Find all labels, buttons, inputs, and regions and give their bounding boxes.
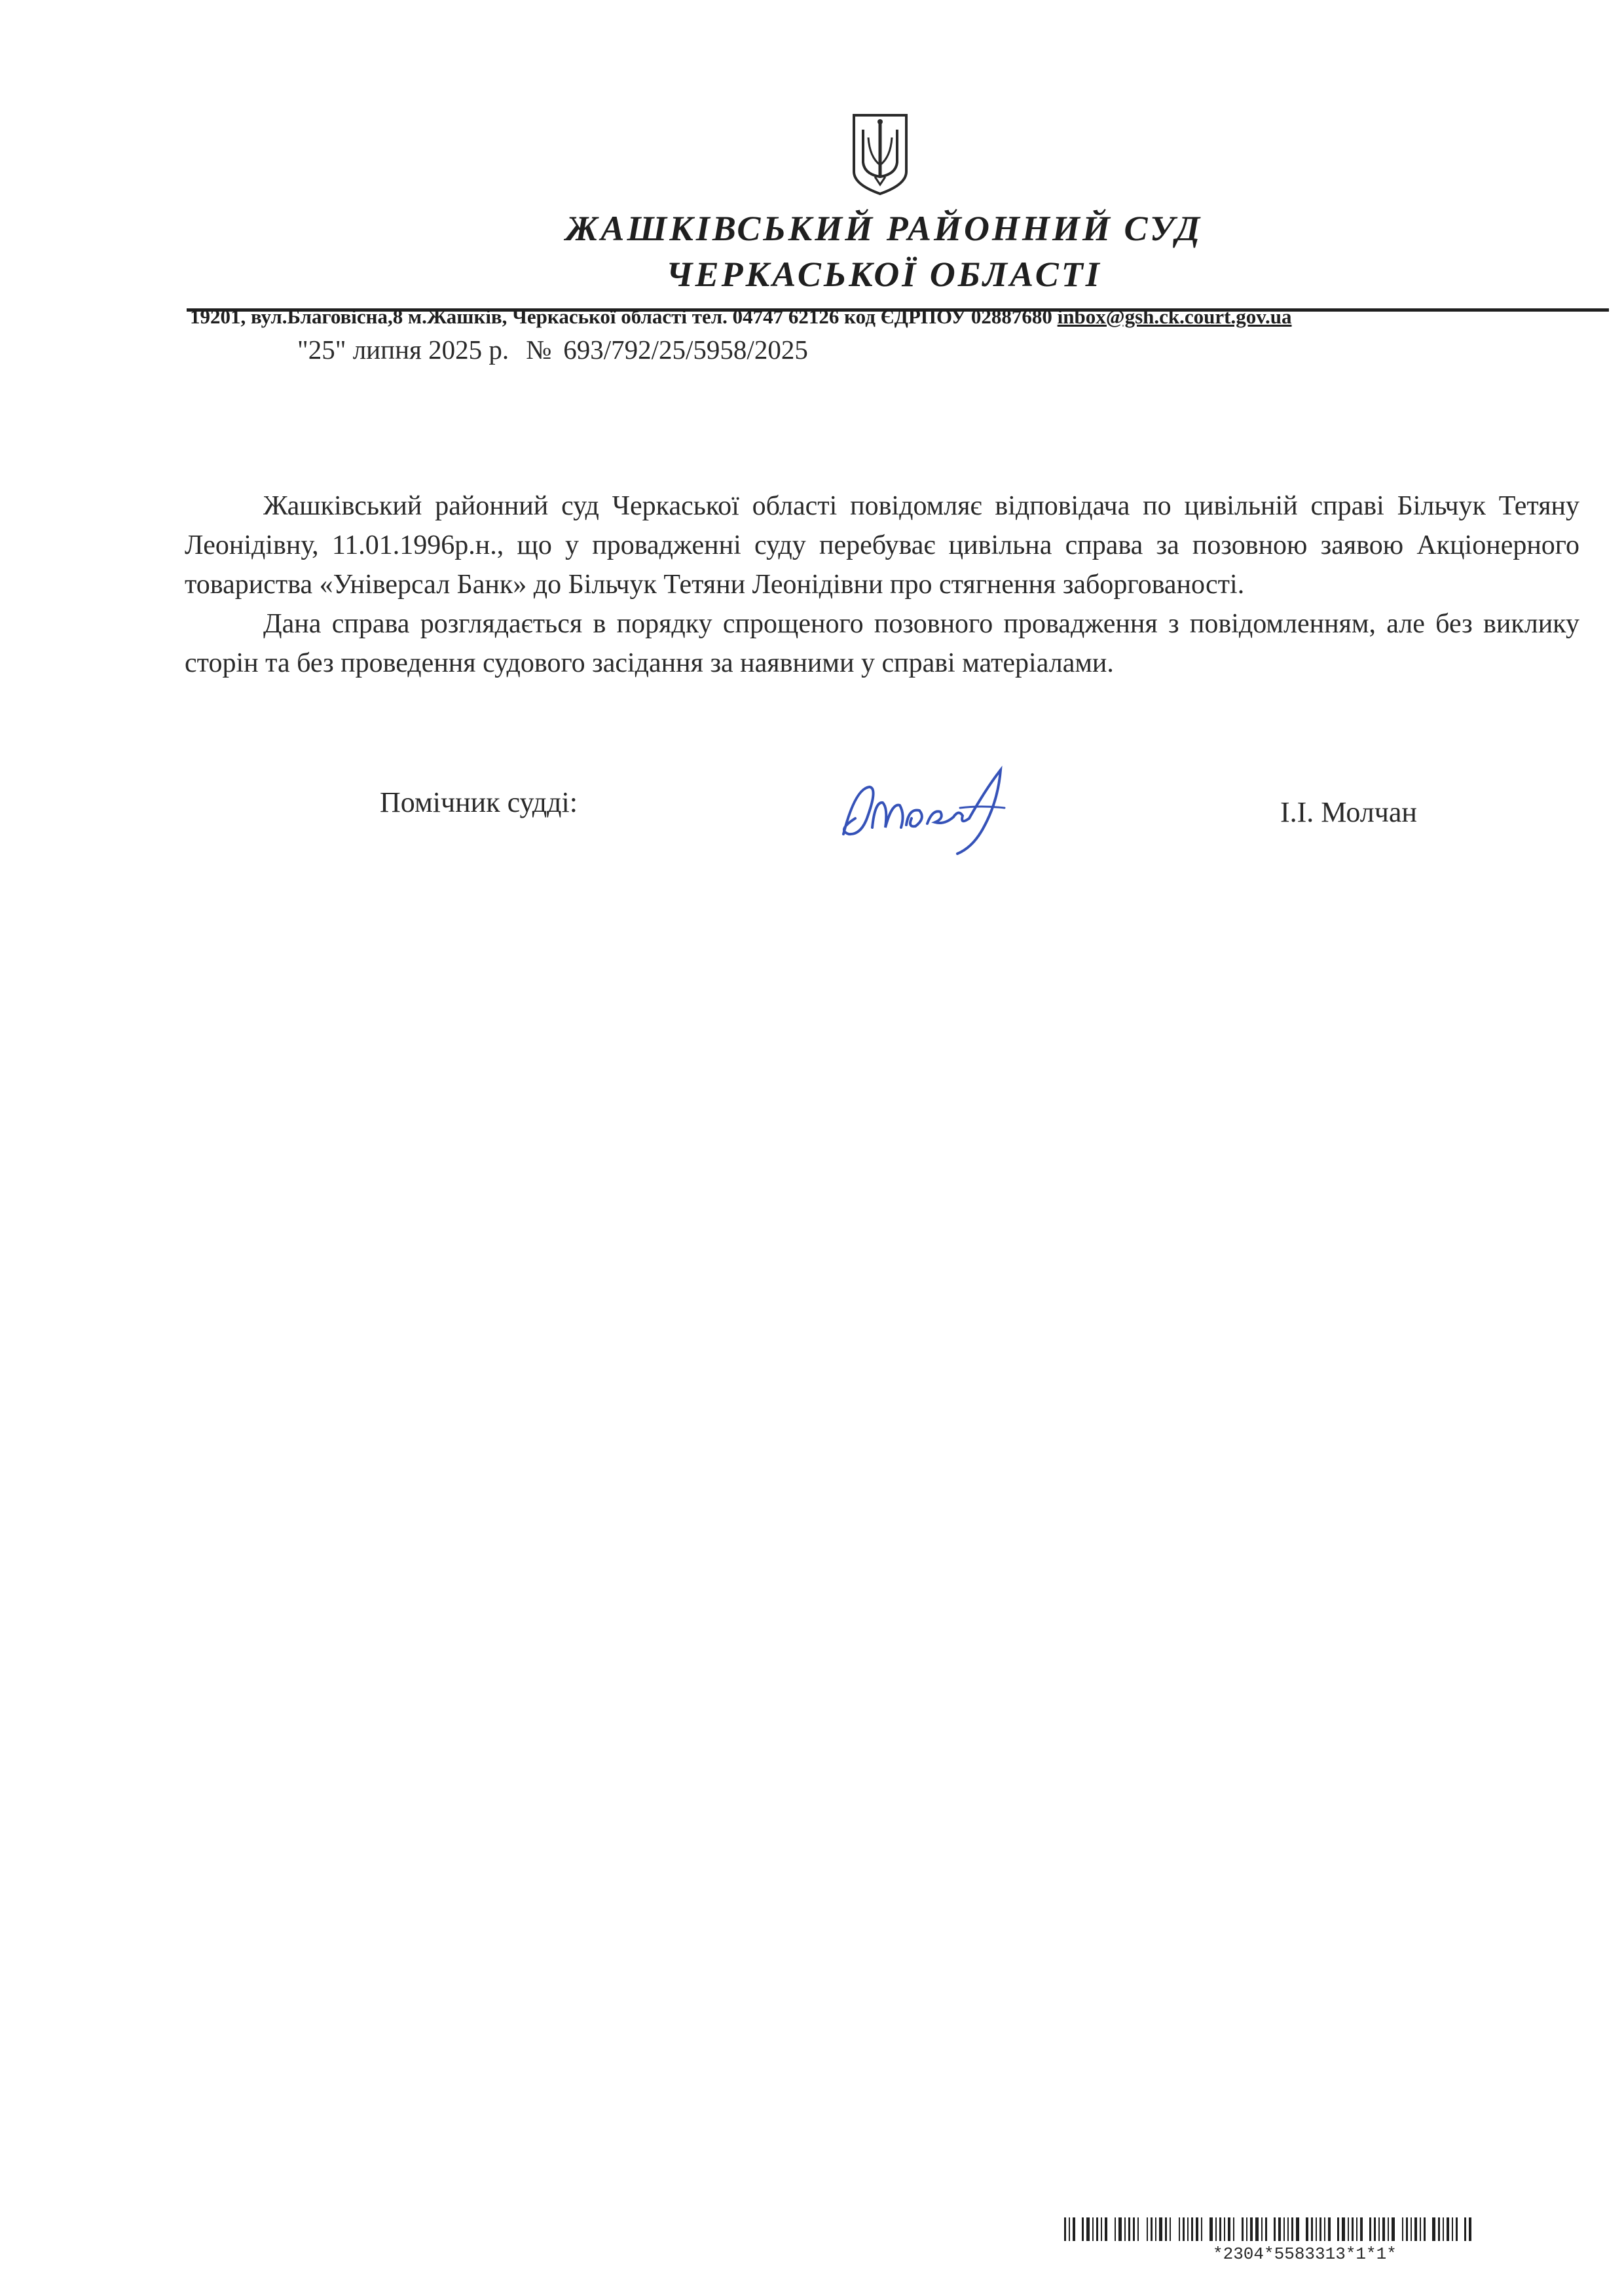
barcode-bar <box>1101 2217 1102 2241</box>
barcode-bar <box>1187 2217 1189 2241</box>
barcode-bar <box>1073 2217 1075 2241</box>
signatory-name: І.І. Молчан <box>1280 796 1417 828</box>
barcode-bar <box>1420 2217 1421 2241</box>
barcode-bar <box>1224 2217 1225 2241</box>
barcode-bar <box>1452 2217 1453 2241</box>
barcode-bar <box>1064 2217 1066 2241</box>
barcode-bar <box>1283 2217 1285 2241</box>
notice-paragraph-2: Дана справа розглядається в порядку спрощеного позовного провадження з повідомленням, але без виклику сторін та без проведення судового засідання за наявними у справі матеріалами. <box>185 609 1579 678</box>
reference-line <box>297 334 808 365</box>
barcode-bar <box>1438 2217 1440 2241</box>
document-number: 693/792/25/5958/2025 <box>563 335 808 365</box>
barcode-bar <box>1147 2217 1148 2241</box>
barcode-bar <box>1151 2217 1153 2241</box>
signatory-role: Помічник судді: <box>380 786 578 818</box>
court-email-link[interactable]: inbox@gsh.ck.court.gov.ua <box>1057 305 1292 328</box>
document-barcode <box>1064 2217 1542 2241</box>
barcode-bar <box>1155 2217 1156 2241</box>
barcode-bar <box>1324 2217 1325 2241</box>
court-title-line1: ЖАШКІВСЬКИЙ РАЙОННИЙ СУД <box>565 209 1203 248</box>
barcode-bar <box>1196 2217 1198 2241</box>
barcode-number: *2304*5583313*1*1* <box>1213 2244 1397 2264</box>
barcode-bar <box>1311 2217 1313 2241</box>
barcode-bar <box>1246 2217 1247 2241</box>
barcode-bar <box>1360 2217 1363 2241</box>
barcode-bar <box>1183 2217 1185 2241</box>
barcode-bar <box>1137 2217 1139 2241</box>
barcode-bar <box>1179 2217 1180 2241</box>
barcode-bar <box>1219 2217 1221 2241</box>
barcode-bar <box>1432 2217 1435 2241</box>
barcode-bar <box>1316 2217 1317 2241</box>
barcode-bar <box>1165 2217 1167 2241</box>
barcode-bar <box>1392 2217 1395 2241</box>
barcode-bar <box>1250 2217 1253 2241</box>
barcode-bar <box>1411 2217 1412 2241</box>
barcode-bar <box>1296 2217 1299 2241</box>
number-sign: № <box>526 335 552 365</box>
barcode-bar <box>1092 2217 1094 2241</box>
barcode-bar <box>1261 2217 1263 2241</box>
barcode-bar <box>1388 2217 1389 2241</box>
barcode-bar <box>1215 2217 1217 2241</box>
barcode-bar <box>1209 2217 1213 2241</box>
barcode-bar <box>1233 2217 1234 2241</box>
court-title-line2: ЧЕРКАСЬКОЇ ОБЛАСТІ <box>666 255 1102 294</box>
barcode-bar <box>1406 2217 1408 2241</box>
barcode-bar <box>1228 2217 1230 2241</box>
barcode-bar <box>1255 2217 1259 2241</box>
barcode-bar <box>1096 2217 1098 2241</box>
barcode-bar <box>1424 2217 1426 2241</box>
handwritten-signature <box>829 762 1025 860</box>
barcode-bar <box>1352 2217 1354 2241</box>
barcode-bar <box>1069 2217 1070 2241</box>
notice-paragraph-1: Жашківський районний суд Черкаської області повідомляє відповідача по цивільній справі Більчук Тетяну Леонідівну, 11.01.1996р.н., що у провадженні суду перебуває цивільна справа за позовною заявою Акціонерного товариства «Універсал Банк» до Більчук Тетяни Леонідівни про стягнення заборгованості. <box>185 491 1579 600</box>
document-date: "25" липня 2025 р. <box>297 335 509 365</box>
barcode-bar <box>1342 2217 1345 2241</box>
barcode-bar <box>1118 2217 1122 2241</box>
barcode-bar <box>1124 2217 1126 2241</box>
barcode-bar <box>1115 2217 1116 2241</box>
barcode-bar <box>1382 2217 1385 2241</box>
barcode-bar <box>1414 2217 1417 2241</box>
barcode-bar <box>1274 2217 1276 2241</box>
barcode-bar <box>1287 2217 1289 2241</box>
barcode-bar <box>1082 2217 1084 2241</box>
address-text: 19201, вул.Благовісна,8 м.Жашків, Черкаської області тел. 04747 62126 код ЄДРПОУ 02887680 <box>190 305 1058 328</box>
trident-emblem-icon <box>850 111 910 198</box>
barcode-bar <box>1320 2217 1321 2241</box>
barcode-bar <box>1278 2217 1281 2241</box>
barcode-bar <box>1443 2217 1444 2241</box>
barcode-bar <box>1133 2217 1135 2241</box>
barcode-bar <box>1464 2217 1466 2241</box>
barcode-bar <box>1348 2217 1349 2241</box>
barcode-bar <box>1356 2217 1357 2241</box>
notice-body <box>185 486 1579 683</box>
barcode-bar <box>1306 2217 1308 2241</box>
barcode-bar <box>1191 2217 1193 2241</box>
barcode-bar <box>1447 2217 1449 2241</box>
barcode-bar <box>1456 2217 1458 2241</box>
court-address <box>190 305 1292 329</box>
barcode-bar <box>1402 2217 1403 2241</box>
barcode-bar <box>1201 2217 1202 2241</box>
barcode-bar <box>1369 2217 1371 2241</box>
barcode-bar <box>1105 2217 1107 2241</box>
barcode-bar <box>1337 2217 1339 2241</box>
barcode-bar <box>1128 2217 1130 2241</box>
barcode-bar <box>1265 2217 1267 2241</box>
barcode-bar <box>1469 2217 1471 2241</box>
barcode-bar <box>1291 2217 1293 2241</box>
barcode-bar <box>1170 2217 1171 2241</box>
barcode-bar <box>1378 2217 1380 2241</box>
barcode-bar <box>1086 2217 1090 2241</box>
barcode-bar <box>1242 2217 1244 2241</box>
barcode-bar <box>1159 2217 1162 2241</box>
barcode-bar <box>1328 2217 1331 2241</box>
barcode-bar <box>1374 2217 1376 2241</box>
